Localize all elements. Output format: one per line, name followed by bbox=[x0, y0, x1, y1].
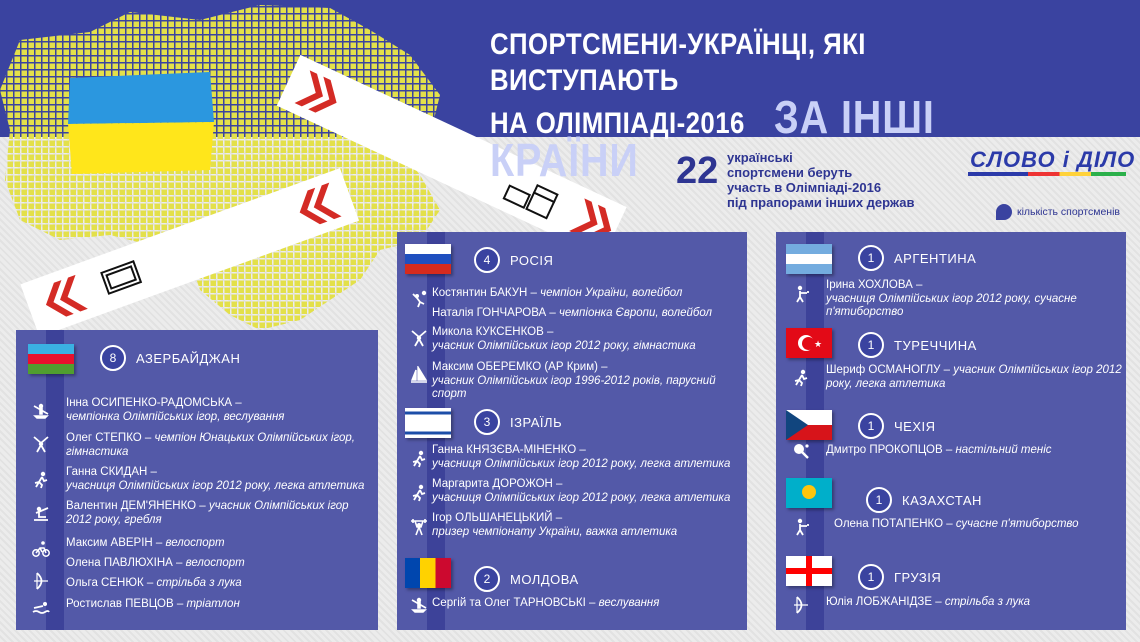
archery-icon bbox=[32, 572, 50, 590]
kayak-icon bbox=[410, 596, 428, 614]
athlete-entry: Микола КУКСЕНКОВ – учасник Олімпійських ігор 2012 року, гімнастика bbox=[432, 326, 696, 352]
athlete-entry: Олена ПОТАПЕНКО – сучасне п'ятиборство bbox=[834, 518, 1079, 530]
country-name: АЗЕРБАЙДЖАН bbox=[136, 350, 241, 366]
count-marker-icon bbox=[996, 204, 1012, 220]
athlete-entry: Костянтин БАКУН – чемпіон України, волейбол bbox=[432, 287, 683, 299]
title-line-1: СПОРТСМЕНИ-УКРАЇНЦІ, ЯКІ ВИСТУПАЮТЬ bbox=[490, 28, 866, 97]
athlete-entry: Наталія ГОНЧАРОВА – чемпіонка Європи, волейбол bbox=[432, 307, 712, 319]
athlete-entry: Дмитро ПРОКОПЦОВ – настільний теніс bbox=[826, 444, 1052, 456]
logo: СЛОВО і ДІЛО bbox=[970, 147, 1136, 172]
legend bbox=[996, 204, 1120, 220]
country-name: РОСІЯ bbox=[510, 252, 554, 268]
count-badge: 4 bbox=[474, 247, 500, 273]
country-name: АРГЕНТИНА bbox=[894, 250, 977, 266]
count-badge: 3 bbox=[474, 409, 500, 435]
title-line-2: НА ОЛІМПІАДІ-2016 ЗА ІНШІ КРАЇНИ bbox=[490, 91, 935, 186]
country-name: ТУРЕЧЧИНА bbox=[894, 337, 977, 353]
pentathlon-icon bbox=[792, 285, 810, 303]
count-badge: 8 bbox=[100, 345, 126, 371]
turkey-flag-icon: ★ bbox=[786, 328, 832, 358]
archery-icon bbox=[792, 596, 810, 614]
athlete-entry: Сергій та Олег ТАРНОВСЬКІ – веслування bbox=[432, 597, 660, 609]
legend-label: кількість спортсменів bbox=[1017, 206, 1120, 218]
logo-underline bbox=[968, 172, 1126, 176]
count-badge: 1 bbox=[858, 413, 884, 439]
ukraine-flag-icon bbox=[68, 72, 214, 174]
athlete-entry: Ганна КНЯЗЄВА-МІНЕНКО – учасниця Олімпійських ігор 2012 року, легка атлетика bbox=[432, 444, 731, 470]
athletics-icon bbox=[410, 450, 428, 468]
country-georgia bbox=[858, 564, 941, 590]
count-badge: 1 bbox=[866, 487, 892, 513]
weightlifting-icon bbox=[410, 518, 428, 536]
count-badge: 2 bbox=[474, 566, 500, 592]
gymnastics-icon bbox=[410, 329, 428, 347]
georgia-flag-icon bbox=[786, 556, 832, 586]
athletics-icon bbox=[410, 484, 428, 502]
country-name: ГРУЗІЯ bbox=[894, 569, 942, 585]
country-name: ЧЕХІЯ bbox=[894, 418, 936, 434]
country-argentina bbox=[858, 245, 976, 271]
athlete-count: 22 bbox=[676, 150, 719, 192]
sailing-icon bbox=[410, 366, 428, 384]
table-tennis-icon bbox=[792, 442, 810, 460]
azerbaijan-flag-icon bbox=[28, 344, 74, 374]
gymnastics-icon bbox=[32, 435, 50, 453]
athlete-entry: Ростислав ПЕВЦОВ – тріатлон bbox=[66, 598, 240, 610]
country-russia bbox=[474, 247, 553, 273]
argentina-flag-icon bbox=[786, 244, 832, 274]
athlete-entry: Максим ОБЕРЕМКО (АР Крим) – учасник Олімпійських ігор 1996-2012 років, парусний спорт bbox=[432, 361, 716, 400]
swimming-icon bbox=[32, 598, 50, 616]
athlete-entry: Олег СТЕПКО – чемпіон Юнацьких Олімпійських ігор, гімнастика bbox=[66, 432, 355, 458]
russia-flag-icon bbox=[405, 244, 451, 274]
athlete-entry: Шериф ОСМАНОГЛУ – учасник Олімпійських ігор 2012 року, легка атлетика bbox=[826, 364, 1122, 390]
athlete-entry: Ірина ХОХЛОВА – учасниця Олімпійських ігор 2012 року, сучасне п'ятиборство bbox=[826, 279, 1077, 318]
country-czech bbox=[858, 413, 936, 439]
athlete-entry: Максим АВЕРІН – велоспорт bbox=[66, 537, 225, 549]
athletics-icon bbox=[32, 471, 50, 489]
country-name: КАЗАХСТАН bbox=[902, 492, 982, 508]
count-badge: 1 bbox=[858, 245, 884, 271]
athlete-entry: Інна ОСИПЕНКО-РАДОМСЬКА – чемпіонка Олімпійських ігор, веслування bbox=[66, 397, 285, 423]
count-badge: 1 bbox=[858, 564, 884, 590]
count-badge: 1 bbox=[858, 332, 884, 358]
summary-text: українські спортсмени беруть участь в Олімпіаді-2016 під прапорами інших держав bbox=[727, 150, 915, 210]
rowing-icon bbox=[32, 505, 50, 523]
athlete-entry: Ігор ОЛЬШАНЕЦЬКИЙ – призер чемпіонату України, важка атлетика bbox=[432, 512, 678, 538]
country-moldova bbox=[474, 566, 579, 592]
athlete-entry: Юлія ЛОБЖАНІДЗЕ – стрільба з лука bbox=[826, 596, 1031, 608]
volleyball-icon bbox=[410, 290, 428, 308]
country-kazakhstan bbox=[866, 487, 982, 513]
country-turkey bbox=[858, 332, 977, 358]
country-name: ІЗРАЇЛЬ bbox=[510, 414, 563, 430]
kazakhstan-flag-icon bbox=[786, 478, 832, 508]
title-highlight: ЗА ІНШІ КРАЇНИ bbox=[490, 91, 935, 186]
country-azerbaijan bbox=[100, 345, 240, 371]
czech-flag-icon bbox=[786, 410, 832, 440]
country-name: МОЛДОВА bbox=[510, 571, 579, 587]
kayak-icon bbox=[32, 402, 50, 420]
athlete-entry: Олена ПАВЛЮХІНА – велоспорт bbox=[66, 557, 245, 569]
israel-flag-icon bbox=[405, 408, 451, 438]
cycling-icon bbox=[32, 540, 50, 558]
athlete-entry: Ганна СКИДАН – учасниця Олімпійських ігор 2012 року, легка атлетика bbox=[66, 466, 365, 492]
pentathlon-icon bbox=[792, 518, 810, 536]
athlete-entry: Ольга СЕНЮК – стрільба з лука bbox=[66, 577, 242, 589]
athlete-entry: Валентин ДЕМ'ЯНЕНКО – учасник Олімпійських ігор 2012 року, гребля bbox=[66, 500, 349, 526]
athlete-entry: Маргарита ДОРОЖОН – учасниця Олімпійських ігор 2012 року, легка атлетика bbox=[432, 478, 731, 504]
country-israel bbox=[474, 409, 562, 435]
athletics-icon bbox=[792, 369, 810, 387]
moldova-flag-icon bbox=[405, 558, 451, 588]
